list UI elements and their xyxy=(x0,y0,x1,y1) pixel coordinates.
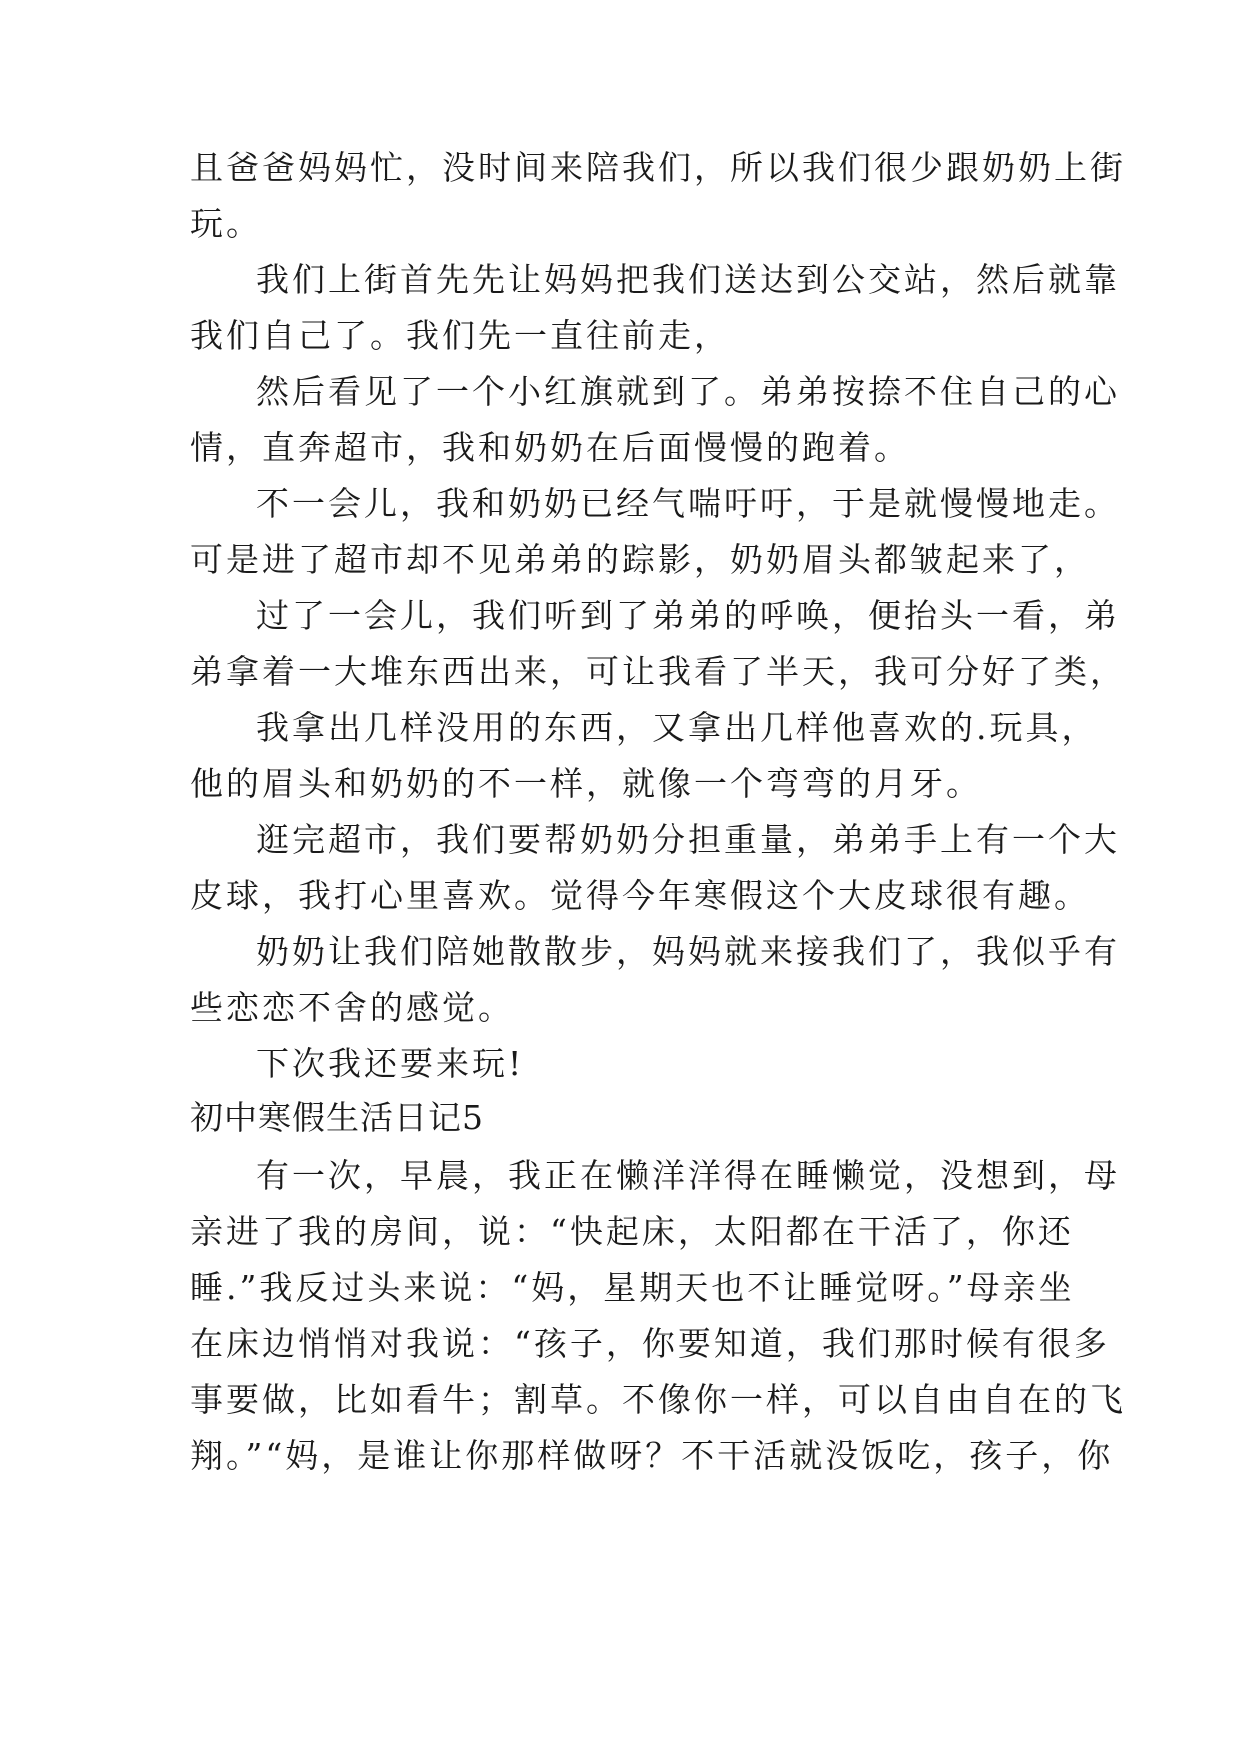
text-line-23: 事要做，比如看牛；割草。不像你一样，可以自由自在的飞 xyxy=(190,1380,1126,1419)
text-line-8: 可是进了超市却不见弟弟的踪影，奶奶眉头都皱起来了， xyxy=(190,540,1090,579)
text-line-19: 有一次，早晨，我正在懒洋洋得在睡懒觉，没想到，母 xyxy=(256,1156,1120,1195)
text-line-4: 我们自己了。我们先一直往前走， xyxy=(190,316,730,355)
text-line-12: 他的眉头和奶奶的不一样，就像一个弯弯的月牙。 xyxy=(190,764,982,803)
text-line-20: 亲进了我的房间，说：“快起床，太阳都在干活了，你还 xyxy=(190,1212,1074,1251)
text-line-3: 我们上街首先先让妈妈把我们送达到公交站，然后就靠 xyxy=(256,260,1120,299)
text-line-24: 翔。”“妈，是谁让你那样做呀？不干活就没饭吃，孩子，你 xyxy=(190,1436,1114,1475)
text-line-2: 玩。 xyxy=(190,204,262,243)
text-line-5: 然后看见了一个小红旗就到了。弟弟按捺不住自己的心 xyxy=(256,372,1120,411)
text-line-15: 奶奶让我们陪她散散步，妈妈就来接我们了，我似乎有 xyxy=(256,932,1120,971)
text-line-11: 我拿出几样没用的东西，又拿出几样他喜欢的.玩具， xyxy=(256,708,1098,747)
text-line-22: 在床边悄悄对我说：“孩子，你要知道，我们那时候有很多 xyxy=(190,1324,1110,1363)
text-line-10: 弟拿着一大堆东西出来，可让我看了半天，我可分好了类， xyxy=(190,652,1126,691)
text-line-17: 下次我还要来玩! xyxy=(256,1044,525,1083)
text-line-7: 不一会儿，我和奶奶已经气喘吁吁，于是就慢慢地走。 xyxy=(256,484,1120,523)
text-line-21: 睡.”我反过头来说：“妈，星期天也不让睡觉呀。”母亲坐 xyxy=(190,1268,1075,1307)
text-line-1: 且爸爸妈妈忙，没时间来陪我们，所以我们很少跟奶奶上街 xyxy=(190,148,1126,187)
text-line-14: 皮球，我打心里喜欢。觉得今年寒假这个大皮球很有趣。 xyxy=(190,876,1090,915)
text-line-9: 过了一会儿，我们听到了弟弟的呼唤，便抬头一看，弟 xyxy=(256,596,1120,635)
section-heading: 初中寒假生活日记5 xyxy=(190,1098,484,1137)
text-line-6: 情，直奔超市，我和奶奶在后面慢慢的跑着。 xyxy=(190,428,910,467)
text-line-13: 逛完超市，我们要帮奶奶分担重量，弟弟手上有一个大 xyxy=(256,820,1120,859)
text-line-16: 些恋恋不舍的感觉。 xyxy=(190,988,514,1027)
